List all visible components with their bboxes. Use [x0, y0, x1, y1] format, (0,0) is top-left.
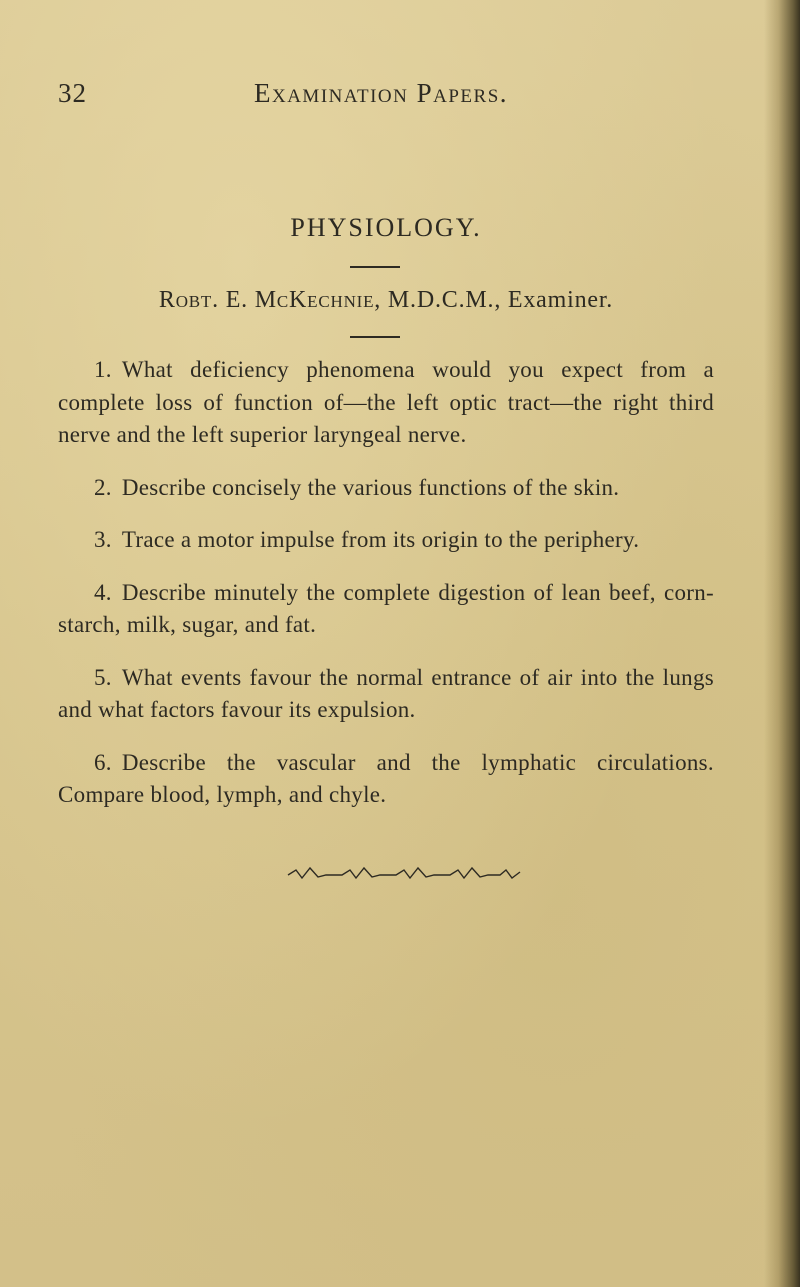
question-text: Describe concisely the various functions of the skin.: [121, 474, 620, 500]
question-list: [58, 354, 714, 832]
question-5: [58, 662, 714, 727]
question-number: 1.: [94, 357, 112, 382]
end-ornament-icon: [284, 862, 524, 888]
examiner-line: [0, 287, 772, 314]
question-text: What deficiency phenomena would you expect from a complete loss of function of—the left optic tract—the right third nerve and the left superior laryngeal nerve.: [58, 357, 714, 447]
question-number: 5.: [94, 664, 112, 690]
running-head: [58, 78, 778, 118]
question-text: Trace a motor impulse from its origin to the periphery.: [121, 527, 640, 552]
question-4: [58, 577, 714, 642]
section-title: PHYSIOLOGY.: [290, 213, 482, 242]
question-number: 6.: [94, 749, 112, 775]
question-number: 4.: [94, 579, 112, 605]
question-2: [58, 472, 714, 505]
running-head-title: Examination Papers.: [254, 78, 509, 108]
question-1: [58, 354, 714, 452]
question-6: [58, 747, 714, 812]
examiner-name: Robt. E. McKechnie: [158, 287, 375, 313]
divider-rule-top: [350, 266, 400, 268]
page-number: 32: [58, 78, 87, 108]
examiner-credentials: , M.D.C.M., Examiner.: [374, 287, 614, 313]
divider-rule-bottom: [350, 336, 400, 338]
page-edge-shadow: [764, 0, 800, 1287]
question-number: 2.: [94, 474, 112, 500]
question-3: [58, 524, 714, 557]
question-text: Describe minutely the complete digestion of lean beef, corn-starch, milk, sugar, and fat.: [58, 579, 714, 637]
question-number: 3.: [94, 527, 112, 552]
question-text: What events favour the normal entrance of air into the lungs and what factors favour its expulsion.: [58, 664, 714, 722]
question-text: Describe the vascular and the lymphatic circulations. Compare blood, lymph, and chyle.: [58, 749, 714, 807]
